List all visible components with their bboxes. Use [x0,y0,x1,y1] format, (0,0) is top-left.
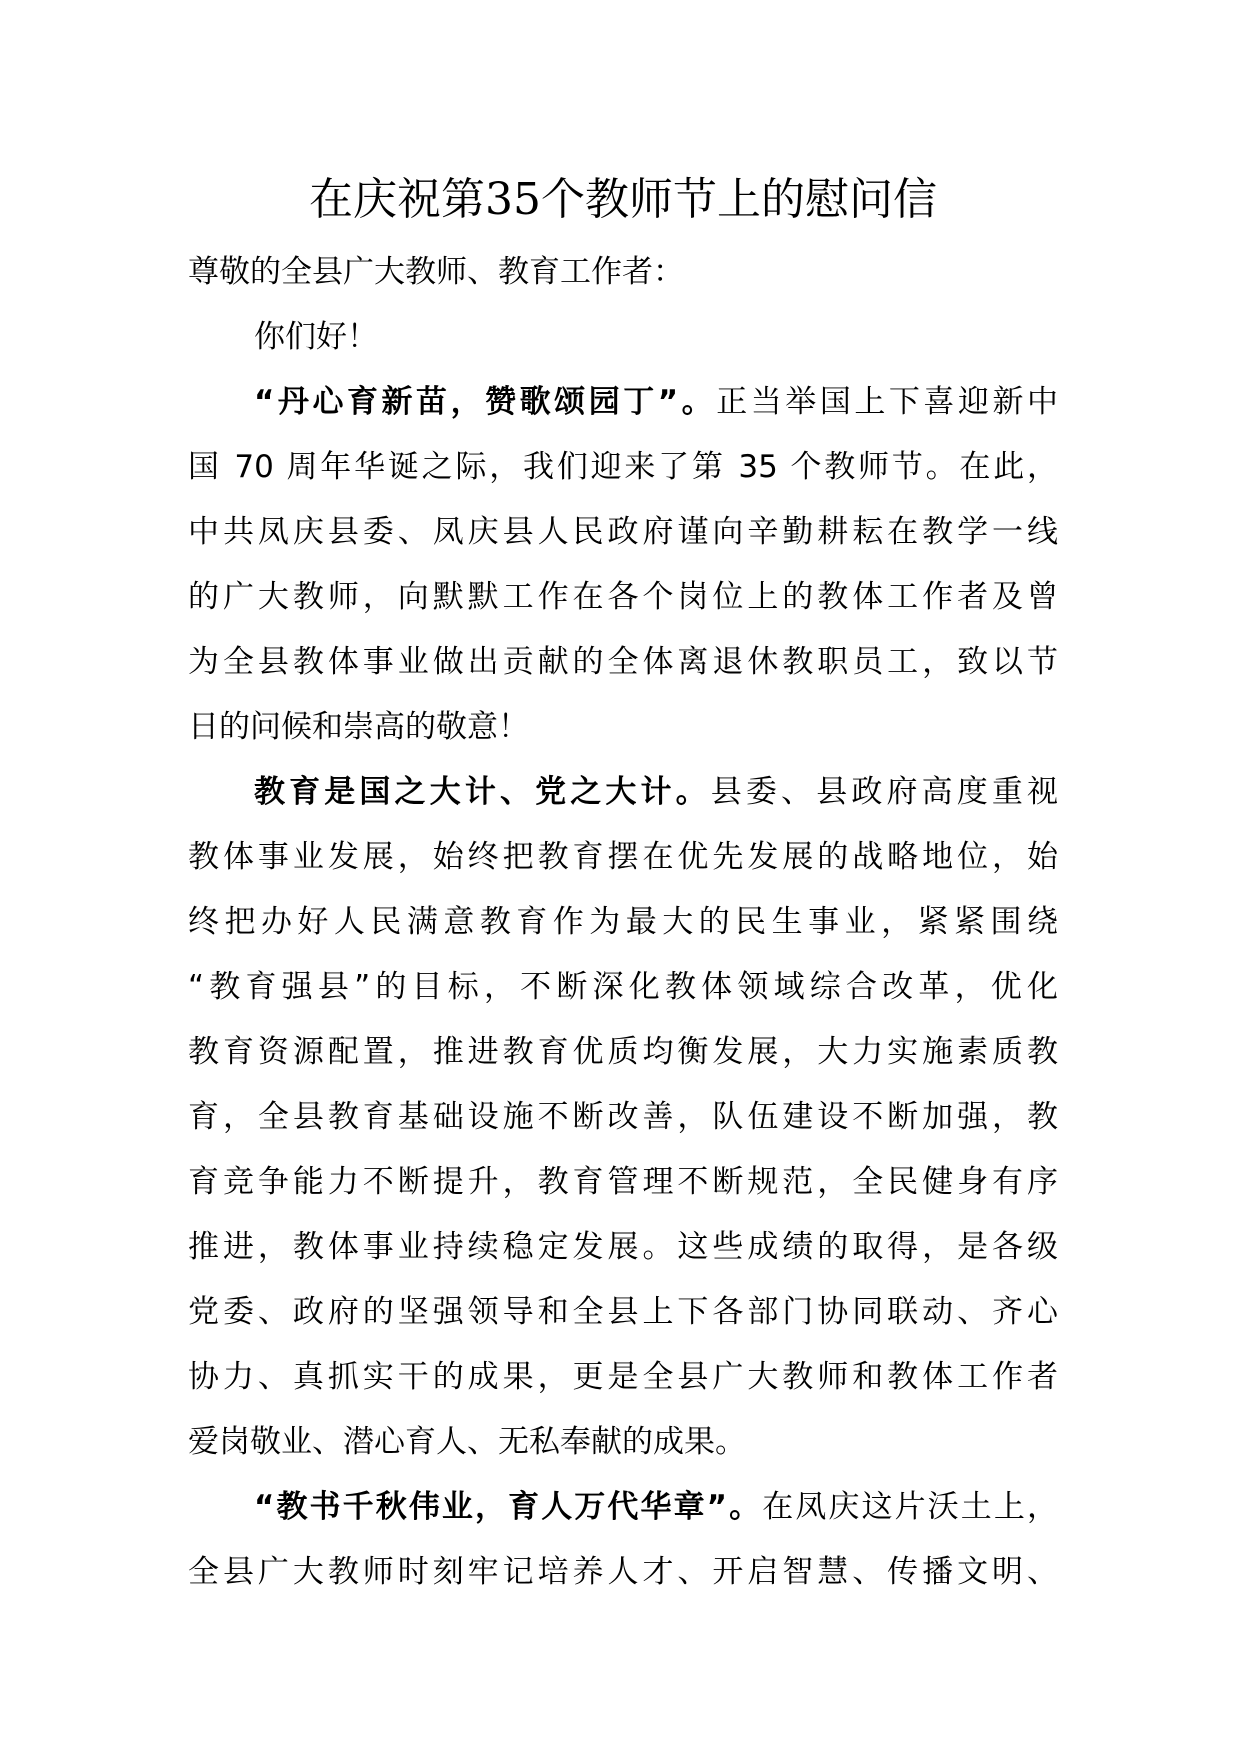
paragraph-line: 全县广大教师时刻牢记培养人才、开启智慧、传播文明、 [188,1554,1058,1590]
paragraph-line: 终把办好人民满意教育作为最大的民生事业，紧紧围绕 [188,904,1058,940]
paragraph-1 [188,370,1058,760]
document-body [188,160,1058,1605]
paragraph-lead: “丹心育新苗，赞歌颂园丁”。 [254,384,717,420]
document-title: 在庆祝第35个教师节上的慰问信 [309,174,937,225]
paragraph-line: 协力、真抓实干的成果，更是全县广大教师和教体工作者 [188,1359,1058,1395]
paragraph-lead: 教育是国之大计、党之大计。 [254,774,711,810]
paragraph-line: 爱岗敬业、潜心育人、无私奉献的成果。 [188,1424,746,1460]
paragraph-line: 党委、政府的坚强领导和全县上下各部门协同联动、齐心 [188,1294,1058,1330]
paragraph-line: 国 70 周年华诞之际，我们迎来了第 35 个教师节。在此， [188,449,1058,485]
paragraph-3 [188,1475,1058,1605]
salutation: 尊敬的全县广大教师、教育工作者： [188,254,684,290]
paragraph-line: “教育强县”的目标，不断深化教体领域综合改革，优化 [188,969,1058,1005]
paragraph-line: 中共凤庆县委、凤庆县人民政府谨向辛勤耕耘在教学一线 [188,514,1058,550]
paragraph-line: 为全县教体事业做出贡献的全体离退休教职员工，致以节 [188,644,1058,680]
paragraph-first-line [188,1475,1058,1540]
paragraph-line: 日的问候和崇高的敬意！ [188,709,529,745]
paragraph-text: 在凤庆这片沃土上， [762,1489,1058,1525]
paragraph-line: 教体事业发展，始终把教育摆在优先发展的战略地位，始 [188,839,1058,875]
paragraph-first-line [188,760,1058,825]
paragraph-2 [188,760,1058,1475]
paragraph-line: 育，全县教育基础设施不断改善，队伍建设不断加强，教 [188,1099,1058,1135]
paragraph-lead: “教书千秋伟业，育人万代华章”。 [254,1489,763,1525]
paragraph-text: 县委、县政府高度重视 [710,774,1059,810]
paragraph-line: 的广大教师，向默默工作在各个岗位上的教体工作者及曾 [188,579,1058,615]
paragraph-text: 正当举国上下喜迎新中 [716,384,1059,420]
paragraph-line: 教育资源配置，推进教育优质均衡发展，大力实施素质教 [188,1034,1058,1070]
paragraph-line: 育竞争能力不断提升，教育管理不断规范，全民健身有序 [188,1164,1058,1200]
greeting: 你们好！ [254,319,378,355]
paragraph-first-line [188,370,1058,435]
paragraph-line: 推进，教体事业持续稳定发展。这些成绩的取得，是各级 [188,1229,1058,1265]
